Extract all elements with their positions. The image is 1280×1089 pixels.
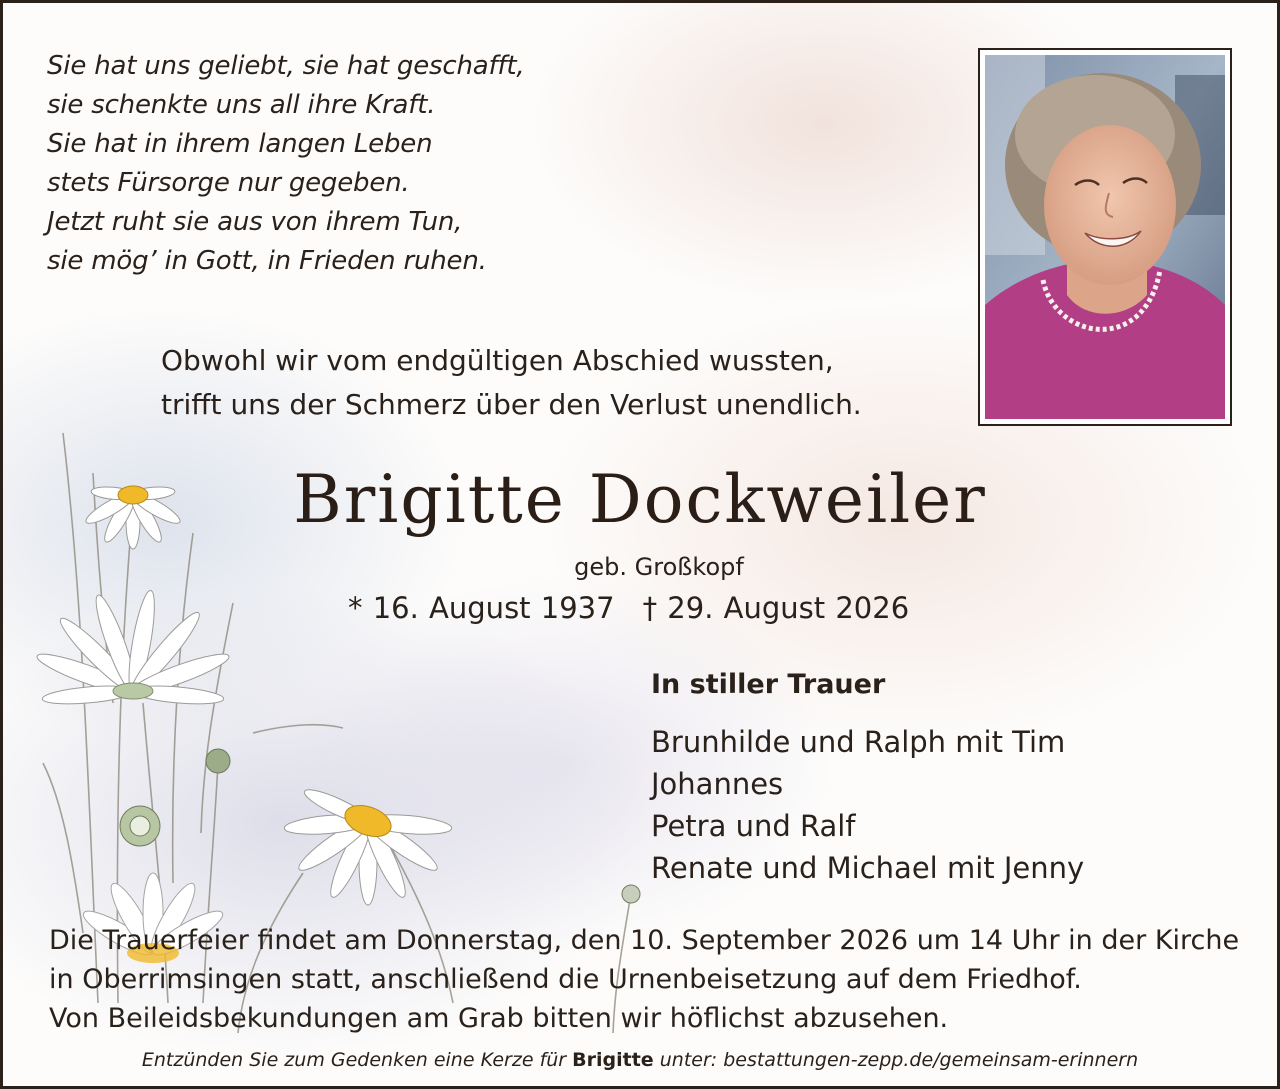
death-date: † 29. August 2026 bbox=[642, 591, 910, 625]
poem-line: Jetzt ruht sie aus von ihrem Tun, bbox=[47, 207, 463, 237]
intro-line: Obwohl wir vom endgültigen Abschied wussten, bbox=[161, 344, 834, 377]
mourner-entry: Johannes bbox=[651, 767, 784, 801]
deceased-name: Brigitte Dockweiler bbox=[293, 461, 987, 538]
poem-line: Sie hat uns geliebt, sie hat geschafft, bbox=[47, 51, 525, 81]
footer-prefix: Entzünden Sie zum Gedenken eine Kerze für bbox=[141, 1049, 567, 1071]
mourner-entry: Renate und Michael mit Jenny bbox=[651, 851, 1085, 885]
birth-date: * 16. August 1937 bbox=[348, 591, 615, 625]
intro-text bbox=[161, 339, 862, 427]
service-line: Von Beileidsbekundungen am Grab bitten wir höflichst abzusehen. bbox=[49, 1003, 949, 1034]
service-line: Die Trauerfeier findet am Donnerstag, den 10. September 2026 um 14 Uhr in der Kirche bbox=[49, 925, 1240, 956]
mourner-entry: Petra und Ralf bbox=[651, 809, 856, 843]
service-line: in Oberrimsingen statt, anschließend die Urnenbeisetzung auf dem Friedhof. bbox=[49, 964, 1082, 995]
memorial-footer bbox=[3, 1049, 1277, 1071]
poem-line: sie schenkte uns all ihre Kraft. bbox=[47, 90, 436, 120]
service-info bbox=[49, 921, 1239, 1038]
poem-line: Sie hat in ihrem langen Leben bbox=[47, 129, 433, 159]
mourners-list bbox=[651, 721, 1084, 889]
daisy-flower-bottom bbox=[284, 784, 453, 905]
poem-line: stets Fürsorge nur gegeben. bbox=[47, 168, 410, 198]
portrait-photo bbox=[978, 48, 1232, 426]
mourner-entry: Brunhilde und Ralph mit Tim bbox=[651, 725, 1066, 759]
life-dates bbox=[348, 591, 909, 625]
footer-first-name: Brigitte bbox=[572, 1049, 654, 1071]
intro-line: trifft uns der Schmerz über den Verlust unendlich. bbox=[161, 388, 862, 421]
maiden-name: geb. Großkopf bbox=[574, 553, 744, 581]
mourning-title: In stiller Trauer bbox=[651, 669, 886, 700]
daisy-flower-middle bbox=[34, 589, 232, 707]
poem-line: sie mög’ in Gott, in Frieden ruhen. bbox=[47, 246, 487, 276]
portrait-image bbox=[985, 55, 1225, 419]
poem bbox=[47, 47, 524, 281]
footer-link[interactable]: unter: bestattungen-zepp.de/gemeinsam-erinnern bbox=[659, 1049, 1139, 1071]
